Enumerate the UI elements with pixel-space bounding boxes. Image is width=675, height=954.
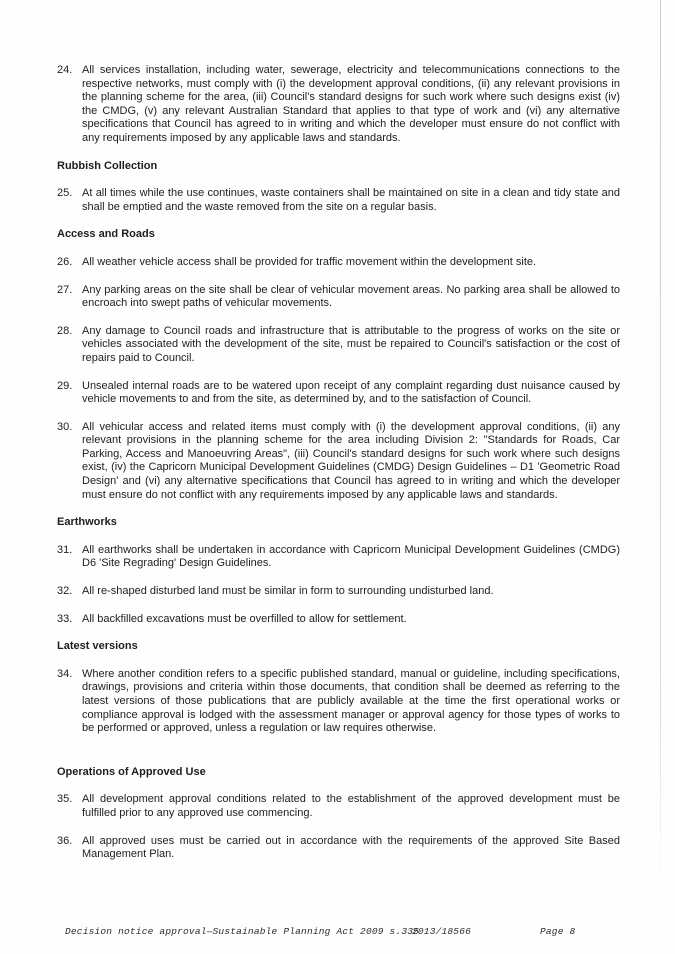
- page-footer: [0, 926, 675, 942]
- section-heading: Earthworks: [57, 516, 117, 529]
- condition-item: [57, 380, 620, 407]
- footer-file-number: 2013/18566: [412, 926, 472, 937]
- condition-number: 28.: [57, 324, 73, 337]
- footer-doc-title: Decision notice approval—Sustainable Planning Act 2009 s.335: [65, 926, 420, 937]
- condition-text: All development approval conditions related to the establishment of the approved development must be fulfilled prior to any approved use commencing.: [82, 793, 620, 819]
- condition-number: 32.: [57, 585, 73, 598]
- condition-item: [57, 585, 620, 599]
- document-body: [57, 64, 620, 876]
- condition-item: [57, 284, 620, 311]
- condition-item: [57, 187, 620, 214]
- condition-item: [57, 793, 620, 820]
- condition-text: All earthworks shall be undertaken in accordance with Capricorn Municipal Development Guidelines (CMDG) D6 'Site Regrading' Design Guidelines.: [82, 543, 620, 570]
- section-heading: Rubbish Collection: [57, 159, 158, 172]
- condition-text: Any damage to Council roads and infrastructure that is attributable to the progress of works on the site or vehicles associated with the development of the site, must be repaired to Council's satisfaction or the cost of repairs paid to Council.: [82, 324, 620, 364]
- condition-text: Where another condition refers to a specific published standard, manual or guideline, including specifications, drawings, provisions and criteria within those documents, that condition shall be deemed as referring to the latest versions of those publications that are publicly available at the time the first operational works or compliance approval is lodged with the assessment manager or approval agency for those types of works to be performed or approved, unless a regulation or law requires otherwise.: [82, 667, 620, 735]
- condition-number: 24.: [57, 64, 73, 76]
- condition-text: All approved uses must be carried out in accordance with the requirements of the approved Site Based Management Plan.: [82, 834, 620, 861]
- condition-text: All weather vehicle access shall be provided for traffic movement within the development site.: [82, 255, 537, 268]
- condition-number: 29.: [57, 379, 73, 392]
- condition-text: All re-shaped disturbed land must be similar in form to surrounding undisturbed land.: [82, 585, 494, 598]
- condition-number: 35.: [57, 793, 73, 806]
- condition-item: [57, 835, 620, 862]
- condition-text: All services installation, including water, sewerage, electricity and telecommunications connections to the respective networks, must comply with (i) the development approval conditions, (ii) any relevant provisions in the planning scheme for the area, (iii) Council's standard designs for such work where such designs exist (iv) the CMDG, (v) any relevant Australian Standard that applies to that type of work and (vi) any alternative specifications that Council has agreed to in writing and which the developer must ensure do not conflict with any requirements imposed by any applicable laws and standards.: [82, 64, 620, 144]
- condition-number: 36.: [57, 834, 73, 847]
- condition-text: Any parking areas on the site shall be clear of vehicular movement areas. No parking area shall be allowed to encroach into swept paths of vehicular movements.: [82, 283, 620, 310]
- condition-item: [57, 325, 620, 366]
- condition-number: 30.: [57, 420, 73, 433]
- condition-item: [57, 544, 620, 571]
- footer-page-number: Page 8: [540, 926, 576, 937]
- condition-number: 25.: [57, 187, 73, 200]
- condition-number: 33.: [57, 612, 73, 625]
- condition-item: [57, 668, 620, 736]
- condition-item: [57, 256, 620, 270]
- condition-item: [57, 421, 620, 503]
- scan-artifact-line: [660, 0, 661, 895]
- section-heading: Latest versions: [57, 640, 138, 653]
- condition-number: 34.: [57, 667, 73, 680]
- condition-item: [57, 64, 620, 146]
- condition-text: Unsealed internal roads are to be watered upon receipt of any complaint regarding dust nuisance caused by vehicle movements to and from the site, as determined by, and to the satisfaction of Council.: [82, 379, 620, 406]
- condition-number: 31.: [57, 543, 73, 556]
- condition-number: 27.: [57, 283, 73, 296]
- condition-text: All vehicular access and related items must comply with (i) the development approval conditions, (ii) any relevant provisions in the planning scheme for the area including Division 2: "Standards for Roads, Car Parking, Access and Manoeuvring Areas", (iii) Council's standard designs for such work where such designs exist, (iv) the Capricorn Municipal Development Guidelines (CMDG) Design Guidelines – D1 'Geometric Road Design' and (vi) any alternative specifications that Council has agreed to in writing and which the developer must ensure do not conflict with any requirements imposed by any applicable laws and standards.: [82, 420, 620, 501]
- condition-number: 26.: [57, 255, 73, 268]
- section-heading: Access and Roads: [57, 228, 155, 241]
- condition-text: At all times while the use continues, waste containers shall be maintained on site in a clean and tidy state and shall be emptied and the waste removed from the site on a regular basis.: [82, 187, 620, 213]
- section-heading: Operations of Approved Use: [57, 765, 206, 778]
- condition-text: All backfilled excavations must be overfilled to allow for settlement.: [82, 612, 407, 625]
- condition-item: [57, 613, 620, 627]
